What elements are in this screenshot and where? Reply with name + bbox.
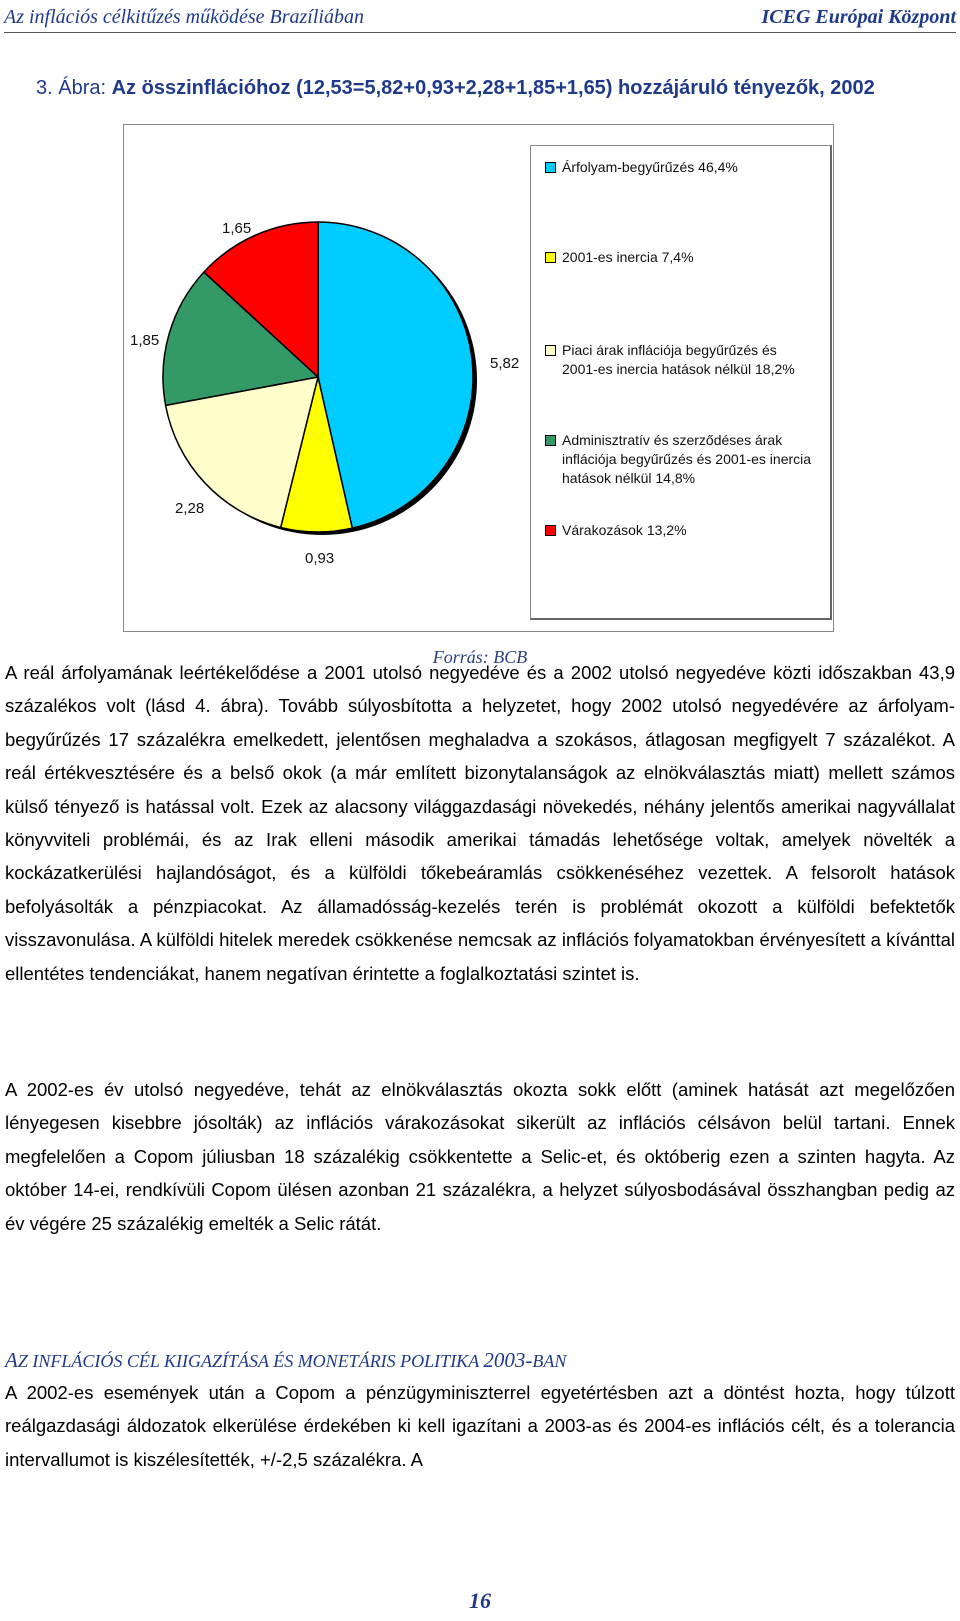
pie-label-1: 5,82 — [490, 355, 520, 372]
paragraph-2: A 2002-es év utolsó negyedéve, tehát az elnökválasztás okozta sokk előtt (aminek hatását azt megelőzően lényegesen kisebbre jósolták) az inflációs várakozásokat sikerült az inflációs célsávon belül tartani. Ennek megfelelően a Copom júliusban 18 százalékig csökkentette a Selic-et, és októberig ezen a szinten hagyta. Az október 14-ei, rendkívüli Copom ülésen azonban 21 százalékra, a helyzet súlyosbodásával összhangban pedig az év végére 25 százalékig emelték a Selic rátát. — [5, 1079, 955, 1234]
section-heading-part2: Z INFLÁCIÓS CÉL KIIGAZÍTÁSA ÉS MONETÁRIS POLITIKA — [17, 1351, 484, 1371]
legend-item-2 — [546, 248, 816, 267]
legend-item-1 — [546, 158, 816, 177]
pie-label-5: 1,65 — [222, 220, 252, 237]
pie-label-2: 0,93 — [305, 550, 335, 567]
legend-text-4: Adminisztratív és szerződéses árak inflációja begyűrűzés és 2001-es inercia hatások nélkül 14,8% — [562, 432, 812, 486]
chart-legend — [530, 145, 832, 620]
figure-number: 3. Ábra: — [36, 77, 112, 99]
legend-swatch-2 — [545, 252, 556, 263]
legend-item-3 — [546, 341, 816, 379]
legend-text-2: 2001-es inercia 7,4% — [562, 249, 694, 265]
pie-label-3: 2,28 — [175, 500, 205, 517]
legend-text-5: Várakozások 13,2% — [562, 522, 687, 538]
legend-item-5 — [546, 521, 816, 540]
section-heading-part3: 2003- — [483, 1348, 533, 1372]
section-heading-part4: BAN — [532, 1351, 567, 1371]
section-heading — [5, 1348, 566, 1373]
legend-swatch-5 — [545, 525, 556, 536]
header-right: ICEG Európai Központ — [761, 6, 956, 28]
section-heading-part1: A — [5, 1348, 18, 1372]
legend-swatch-1 — [545, 162, 556, 173]
figure-source: Forrás: BCB — [432, 647, 528, 667]
legend-swatch-4 — [545, 435, 556, 446]
pie-label-4: 1,85 — [130, 332, 160, 349]
legend-item-4 — [546, 431, 816, 488]
legend-text-3: Piaci árak inflációja begyűrűzés és 2001-es inercia hatások nélkül 18,2% — [562, 342, 795, 377]
legend-text-1: Árfolyam-begyűrűzés 46,4% — [562, 159, 738, 175]
paragraph-1: A reál árfolyamának leértékelődése a 2001 utolsó negyedéve és a 2002 utolsó negyedéve közti időszakban 43,9 százalékos volt (lásd 4. ábra). Tovább súlyosbította a helyzetet, hogy 2002 utolsó negyedévére az árfolyam-begyűrűzés 17 százalékra emelkedett, jelentősen meghaladva a szokásos, átlagosan megfigyelt 7 százalékot. A reál értékvesztésére és a belső okok (a már említett bizonytalanságok az elnökválasztás miatt) mellett számos külső tényező is hatással volt. Ezek az alacsony világgazdasági növekedés, néhány jelentős amerikai nagyvállalat könyvviteli problémái, és az Irak elleni második amerikai támadás lehetősége voltak, amelyek növelték a kockázatkerülési hajlandóságot, és a külföldi tőkebeáramlás csökkenéséhez vezettek. A felsorolt hatások befolyásolták a pénzpiacokat. Az államadósság-kezelés terén is problémát okozott a külföldi befektetők visszavonulása. A külföldi hitelek meredek csökkenése nemcsak az inflációs folyamatokban érvényesített a kívánttal ellentétes tendenciákat, hanem negatívan érintette a foglalkoztatási szintet is. — [5, 662, 955, 984]
figure-title-text: Az összinflációhoz (12,53=5,82+0,93+2,28+1,85+1,65) hozzájáruló tényezők, 2002 — [111, 77, 875, 99]
paragraph-3: A 2002-es események után a Copom a pénzügyminiszterrel egyetértésben azt a döntést hozta, hogy túlzott reálgazdasági áldozatok elkerülése érdekében ki kell igazítani a 2003-as és 2004-es inflációs célt, és a tolerancia intervallumot is kiszélesítették, +/-2,5 százalékra. A — [5, 1382, 955, 1470]
legend-swatch-3 — [545, 345, 556, 356]
header-left: Az inflációs célkitűzés működése Brazíliában — [4, 6, 364, 28]
page-number: 16 — [469, 1588, 491, 1613]
